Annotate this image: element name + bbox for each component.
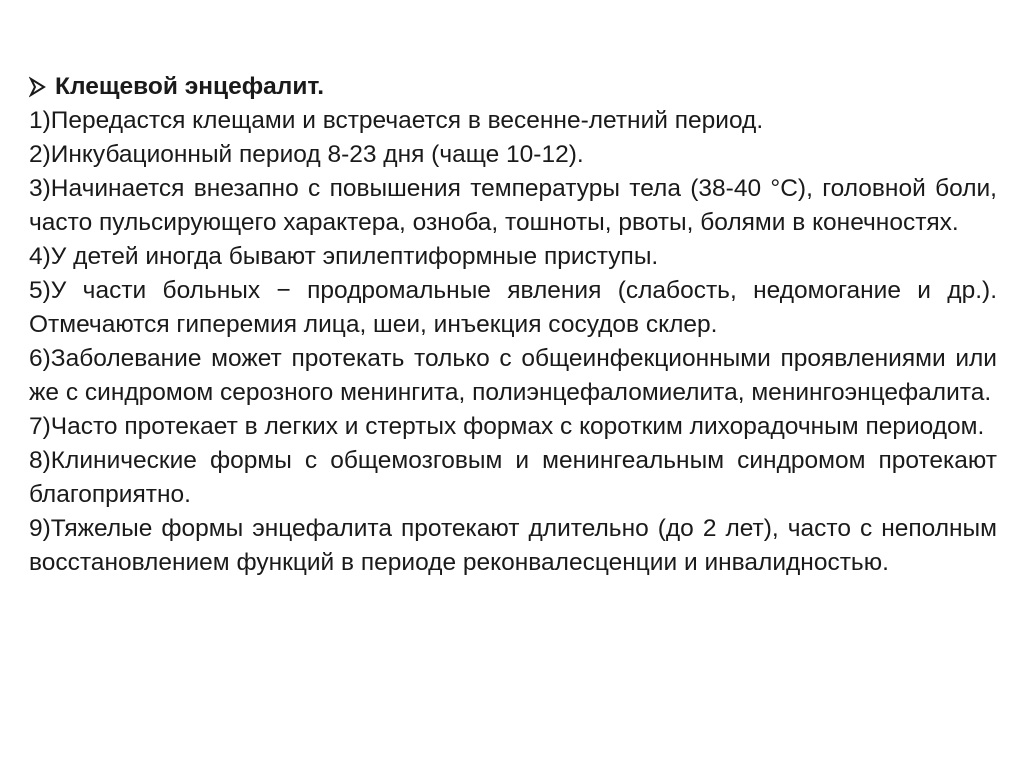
slide-content	[29, 70, 997, 580]
list-item-5: 5)У части больных − продромальные явления (слабость, недомогание и др.). Отмечаются гиперемия лица, шеи, инъекция сосудов склер.	[29, 277, 997, 338]
list-item-1: 1)Передастся клещами и встречается в весенне-летний период.	[29, 107, 764, 134]
list-item-3: 3)Начинается внезапно с повышения температуры тела (38-40 °С), головной боли, часто пульсирующего характера, озноба, тошноты, рвоты, болями в конечностях.	[29, 175, 997, 236]
list-item-6: 6)Заболевание может протекать только с общеинфекционными проявлениями или же с синдромом серозного менингита, полиэнцефаломиелита, менингоэнцефалита.	[29, 345, 997, 406]
arrowhead-bullet-icon	[29, 74, 47, 100]
list-item-8: 8)Клинические формы с общемозговым и менингеальным синдромом протекают благоприятно.	[29, 447, 997, 508]
slide-title-line	[29, 70, 997, 104]
list-item-2: 2)Инкубационный период 8-23 дня (чаще 10-12).	[29, 141, 584, 168]
list-item-9: 9)Тяжелые формы энцефалита протекают длительно (до 2 лет), часто с неполным восстановлением функций в периоде реконвалесценции и инвалидностью.	[29, 515, 997, 576]
list-item-4: 4)У детей иногда бывают эпилептиформные приступы.	[29, 243, 659, 270]
slide-title: Клещевой энцефалит.	[55, 73, 325, 100]
list-item-7: 7)Часто протекает в легких и стертых формах с коротким лихорадочным периодом.	[29, 413, 985, 440]
